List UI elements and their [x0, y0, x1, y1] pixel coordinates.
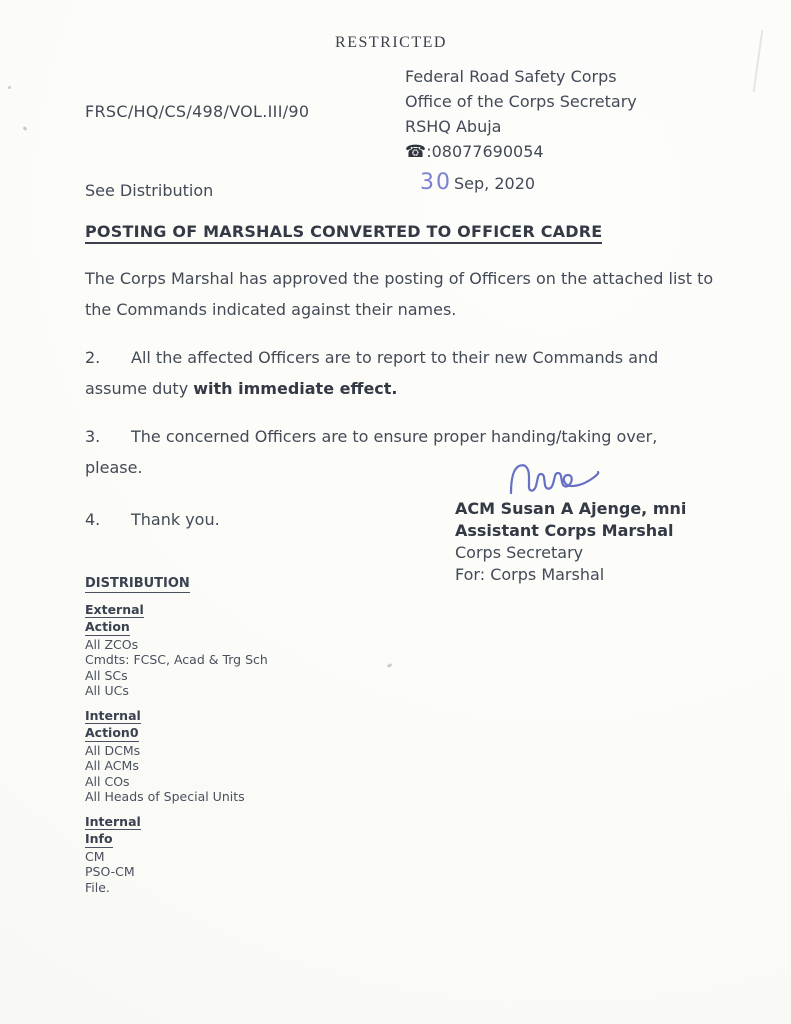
signatory-title: Corps Secretary [455, 543, 584, 562]
scan-speck [387, 663, 393, 668]
org-office: Office of the Corps Secretary [405, 92, 637, 111]
paragraph-2 [85, 342, 719, 404]
signatory-name: ACM Susan A Ajenge, mni [455, 499, 687, 518]
distribution-header [85, 619, 268, 635]
scan-speck [23, 126, 28, 131]
distribution-group-internal-action [85, 708, 268, 805]
distribution-group-external-action [85, 602, 268, 699]
signatory-rank: Assistant Corps Marshal [455, 521, 674, 540]
phone-number: :08077690054 [426, 142, 544, 161]
org-location: RSHQ Abuja [405, 117, 502, 136]
subject-heading: POSTING OF MARSHALS CONVERTED TO OFFICER CADRE [85, 222, 602, 244]
distribution-header-label: Action [85, 619, 130, 634]
paragraph-2-text: All the affected Officers are to report to their new Commands and assume duty [85, 348, 659, 398]
handwritten-day: 30 [420, 170, 452, 195]
addressee-line: See Distribution [85, 181, 214, 200]
telephone-icon: ☎ [405, 142, 427, 162]
distribution-header [85, 725, 268, 741]
distribution-header-label: External [85, 601, 144, 617]
distribution-header [85, 708, 268, 724]
paragraph-2-number: 2. [85, 348, 101, 367]
signatory-for-line: For: Corps Marshal [455, 565, 605, 584]
letterhead-address-block [405, 64, 637, 165]
distribution-title: DISTRIBUTION [85, 576, 190, 591]
distribution-header-label: Internal [85, 707, 141, 723]
phone-line [405, 139, 637, 165]
distribution-item: PSO-CM [85, 864, 135, 879]
distribution-item: All ZCOs [85, 636, 139, 652]
distribution-header [85, 814, 268, 830]
paragraph-3-text: The concerned Officers are to ensure proper handing/taking over, please. [85, 427, 658, 477]
distribution-header-label: Info [85, 831, 113, 846]
classification-header: RESTRICTED [335, 34, 447, 51]
paragraph-4-number: 4. [85, 510, 101, 529]
distribution-header-label: Internal [85, 813, 141, 829]
distribution-item: CM [85, 848, 105, 864]
distribution-item: All DCMs [85, 742, 141, 758]
distribution-item: Cmdts: FCSC, Acad & Trg Sch [85, 652, 268, 667]
signature-stroke [511, 465, 598, 493]
paragraph-1: The Corps Marshal has approved the posting of Officers on the attached list to the Commands indicated against their names. [85, 269, 714, 319]
distribution-item: All COs [85, 773, 130, 789]
distribution-header-label: Action0 [85, 725, 139, 740]
distribution-header [85, 831, 268, 847]
distribution-item: All Heads of Special Units [85, 789, 245, 804]
distribution-item: All ACMs [85, 758, 139, 773]
paragraph-2-emphasis: with immediate effect. [193, 379, 398, 398]
distribution-item: File. [85, 879, 110, 895]
date-line [420, 170, 535, 195]
distribution-item: All UCs [85, 683, 129, 698]
reference-number: FRSC/HQ/CS/498/VOL.III/90 [85, 102, 310, 121]
subject-line [85, 216, 719, 247]
signature-block [455, 458, 686, 586]
paragraph-3-number: 3. [85, 427, 101, 446]
handwritten-signature-icon [503, 458, 613, 496]
distribution-section [85, 576, 268, 904]
distribution-header [85, 602, 268, 618]
paragraph-4-text: Thank you. [131, 510, 220, 529]
distribution-item: All SCs [85, 667, 128, 683]
scan-speck [8, 86, 11, 89]
distribution-group-internal-info [85, 814, 268, 896]
date-text: Sep, 2020 [454, 174, 536, 193]
distribution-title-line [85, 576, 268, 592]
org-name: Federal Road Safety Corps [405, 67, 617, 86]
